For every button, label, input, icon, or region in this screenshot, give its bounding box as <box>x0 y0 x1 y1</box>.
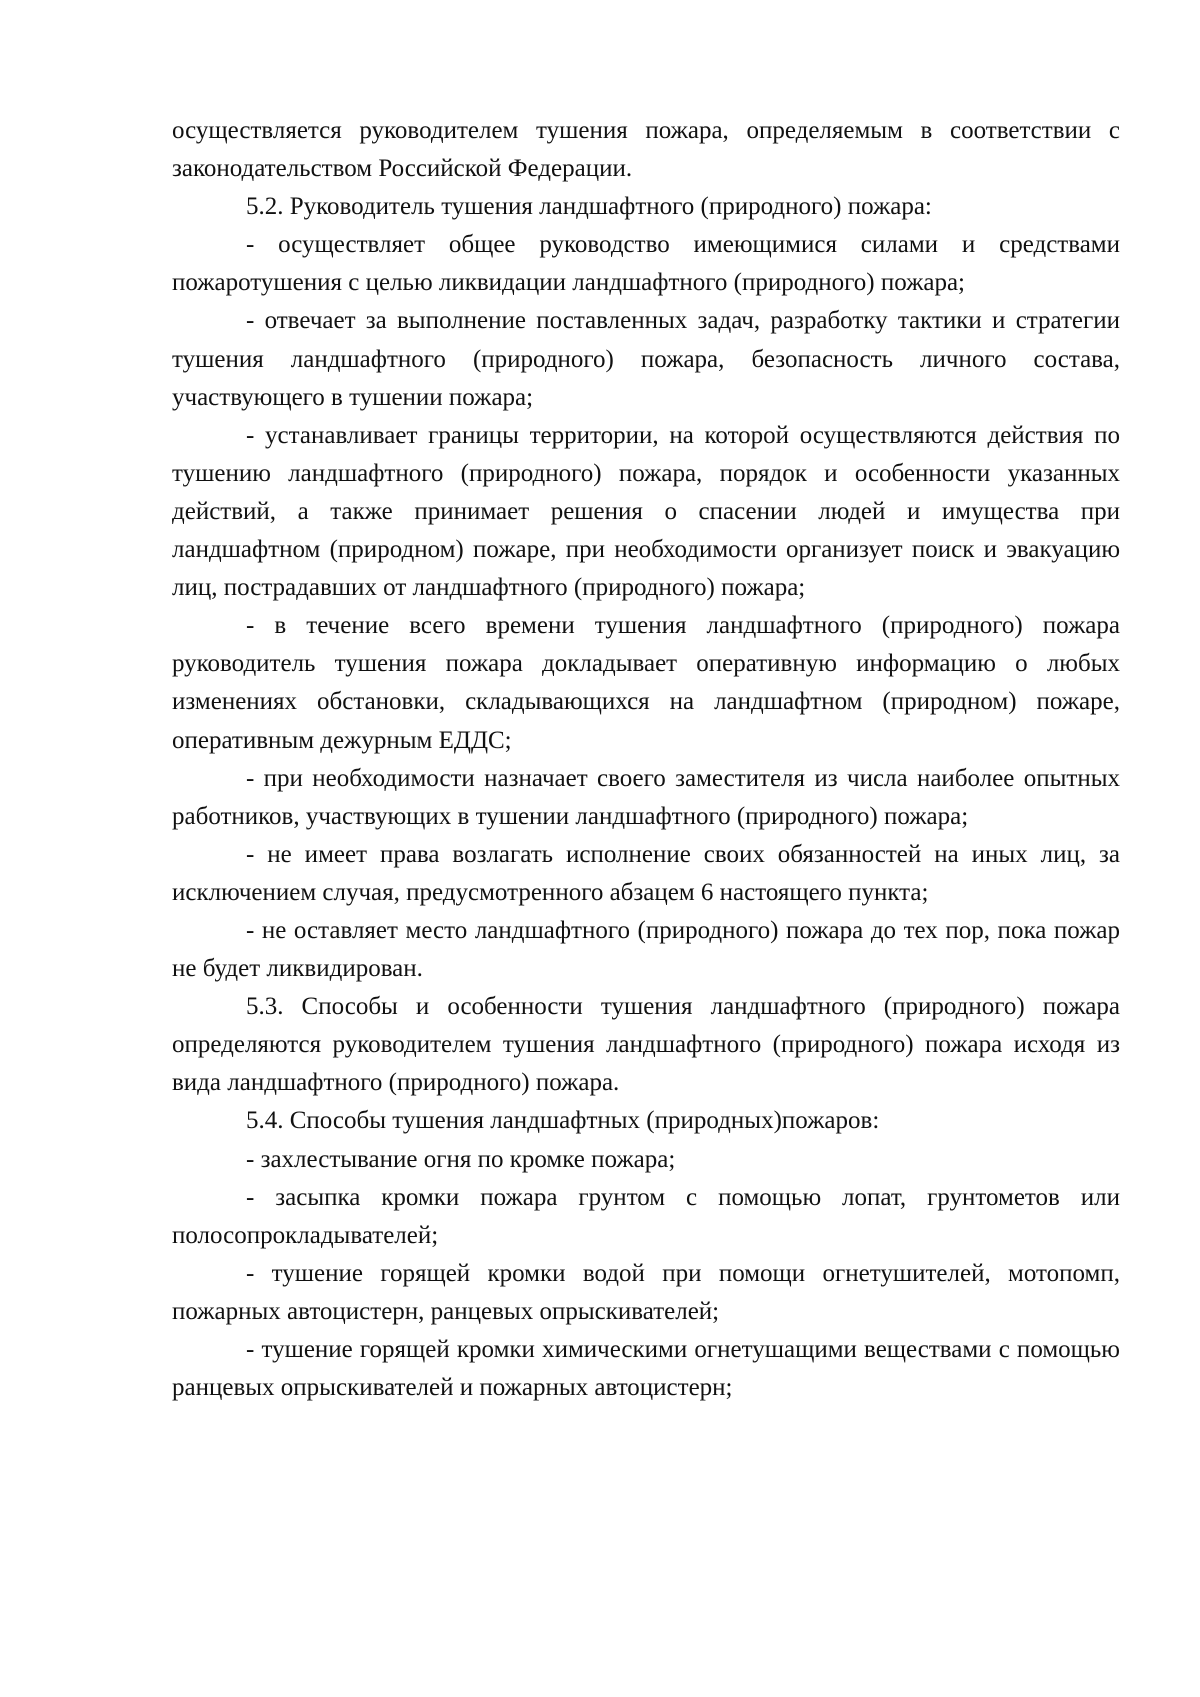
list-item-whipping: - захлестывание огня по кромке пожара; <box>246 1145 676 1173</box>
list-item-responsibility: - отвечает за выполнение поставленных задач, разработку тактики и стратегии тушения ландшафтного (природного) пожара, безопасность личного состава, участвующего в тушении пожара; <box>172 307 1120 411</box>
section-5-4-heading: 5.4. Способы тушения ландшафтных (природных)пожаров: <box>246 1107 880 1135</box>
list-item-stay-on-site: - не оставляет место ландшафтного (природного) пожара до тех пор, пока пожар не будет ликвидирован. <box>172 916 1120 983</box>
list-item-soil: - засыпка кромки пожара грунтом с помощью лопат, грунтометов или полосопрокладывателей; <box>172 1183 1120 1249</box>
list-item-general-management: - осуществляет общее руководство имеющимися силами и средствами пожаротушения с целью ликвидации ландшафтного (природного) пожара; <box>172 231 1120 297</box>
document-page <box>172 112 1120 1407</box>
section-5-3: 5.3. Способы и особенности тушения ландшафтного (природного) пожара определяются руководителем тушения ландшафтного (природного) пожара исходя из вида ландшафтного (природного) пожара. <box>172 993 1120 1097</box>
list-item-reporting: - в течение всего времени тушения ландшафтного (природного) пожара руководитель тушения пожара докладывает оперативную информацию о любых изменениях обстановки, складывающихся на ландшафтном (природном) пожаре, оперативным дежурным ЕДДС; <box>172 612 1120 754</box>
list-item-chemicals: - тушение горящей кромки химическими огнетушащими веществами с помощью ранцевых опрыскивателей и пожарных автоцистерн; <box>172 1336 1120 1402</box>
list-item-no-delegation: - не имеет права возлагать исполнение своих обязанностей на иных лиц, за исключением случая, предусмотренного абзацем 6 настоящего пункта; <box>172 840 1120 906</box>
list-item-deputy: - при необходимости назначает своего заместителя из числа наиболее опытных работников, участвующих в тушении ландшафтного (природного) пожара; <box>172 764 1120 830</box>
list-item-territory-boundaries: - устанавливает границы территории, на которой осуществляются действия по тушению ландшафтного (природного) пожара, порядок и особенности указанных действий, а также принимает решения о спасении людей и имущества при ландшафтном (природном) пожаре, при необходимости организует поиск и эвакуацию лиц, пострадавших от ландшафтного (природного) пожара; <box>172 421 1120 602</box>
section-5-2-heading: 5.2. Руководитель тушения ландшафтного (природного) пожара: <box>246 193 932 221</box>
paragraph-continuation: осуществляется руководителем тушения пожара, определяемым в соответствии с законодательством Российской Федерации. <box>172 117 1120 183</box>
list-item-water: - тушение горящей кромки водой при помощи огнетушителей, мотопомп, пожарных автоцистерн, ранцевых опрыскивателей; <box>172 1259 1120 1325</box>
